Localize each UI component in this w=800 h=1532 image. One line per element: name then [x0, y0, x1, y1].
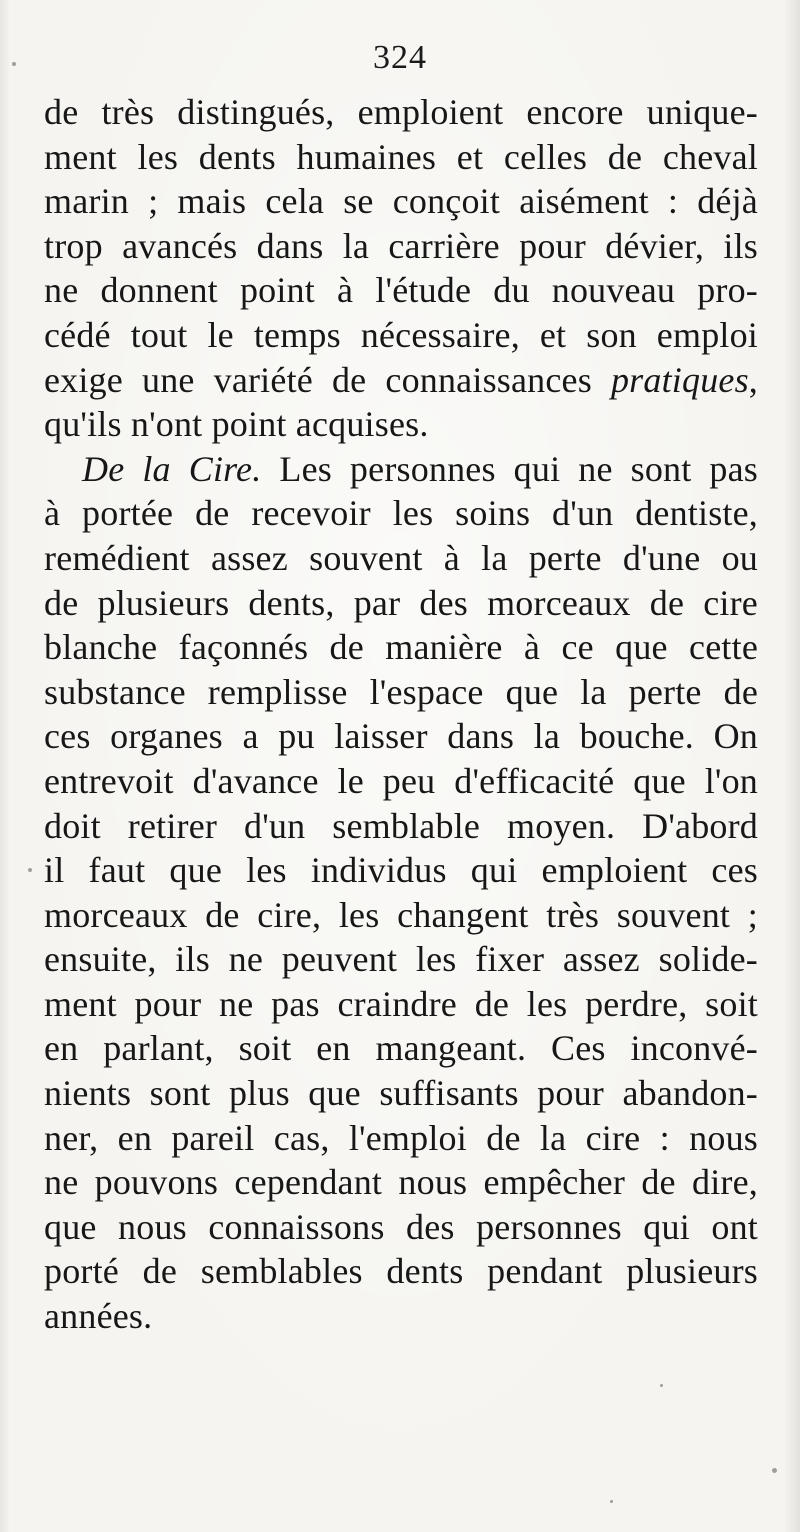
text-line: il faut que les individus qui emploient ces: [44, 850, 758, 891]
text-line: trop avancés dans la carrière pour dévier, ils: [44, 225, 758, 266]
text-line: ment les dents humaines et celles de cheval: [44, 136, 758, 177]
text-line: de très distingués, emploient encore unique-: [44, 92, 758, 132]
text-line: de plusieurs dents, par des morceaux de cire: [44, 582, 758, 623]
ink-speck: [772, 1468, 777, 1473]
page-edge-shadow-right: [784, 0, 800, 1532]
section-heading: De la Cire.: [82, 448, 262, 489]
paragraph-1: [44, 90, 758, 447]
text-line: cédé tout le temps nécessaire, et son emploi: [44, 314, 758, 355]
text-line: [44, 447, 758, 492]
italic-word: pratiques: [610, 359, 749, 400]
text-line: ces organes a pu laisser dans la bouche. On: [44, 716, 758, 757]
text-line: en parlant, soit en mangeant. Ces inconvé-: [44, 1028, 758, 1069]
ink-speck: [610, 1500, 613, 1503]
text-line: années.: [44, 1296, 153, 1337]
text-line: porté de semblables dents pendant plusieurs: [44, 1251, 758, 1292]
ink-speck: [28, 868, 32, 872]
body-text: [44, 90, 758, 1339]
text-line: [44, 358, 758, 403]
text-line: à portée de recevoir les soins d'un dentiste,: [44, 493, 758, 534]
text-line: doit retirer d'un semblable moyen. D'abord: [44, 805, 758, 846]
text-line: morceaux de cire, les changent très souvent ;: [44, 894, 758, 935]
text-line: ensuite, ils ne peuvent les fixer assez solide-: [44, 939, 758, 980]
ink-speck: [660, 1384, 663, 1387]
text-line: ne donnent point à l'étude du nouveau pro-: [44, 270, 758, 311]
paragraph-2: [44, 447, 758, 1339]
text-line: que nous connaissons des personnes qui ont: [44, 1206, 758, 1247]
text-line: substance remplisse l'espace que la perte de: [44, 671, 758, 712]
text-segment: Les personnes qui ne sont pas: [261, 448, 758, 489]
text-line: remédient assez souvent à la perte d'une ou: [44, 537, 758, 578]
text-line: qu'ils n'ont point acquises.: [44, 404, 429, 445]
page-edge-shadow-left: [0, 0, 10, 1532]
ink-speck: [12, 62, 16, 66]
text-line: blanche façonnés de manière à ce que cette: [44, 627, 758, 668]
text-line: ment pour ne pas craindre de les perdre, soit: [44, 983, 758, 1024]
text-line: ner, en pareil cas, l'emploi de la cire : nous: [44, 1117, 758, 1158]
text-line: ne pouvons cependant nous empêcher de dire,: [44, 1162, 758, 1203]
text-line: entrevoit d'avance le peu d'efficacité que l'on: [44, 760, 758, 801]
text-line: marin ; mais cela se conçoit aisément : déjà: [44, 181, 758, 222]
page-number: 324: [373, 39, 427, 76]
text-segment: exige une variété de connaissances: [44, 359, 611, 400]
text-line: nients sont plus que suffisants pour abandon-: [44, 1073, 758, 1114]
text-segment: ,: [748, 359, 758, 400]
